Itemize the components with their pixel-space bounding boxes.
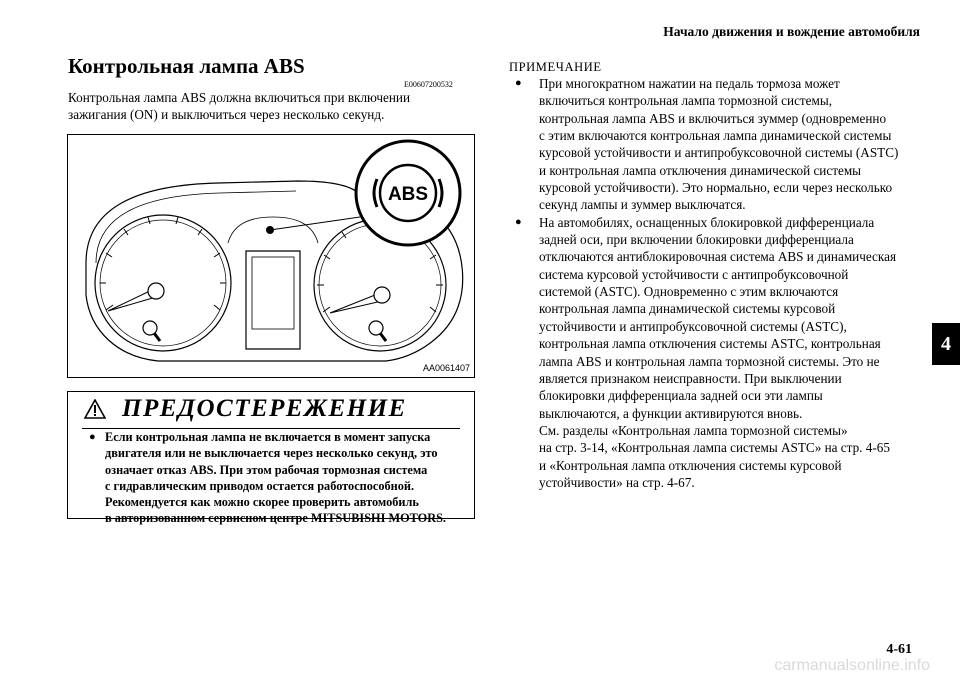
intro-line: Контрольная лампа ABS должна включиться при включении — [68, 90, 411, 105]
intro-line: зажигания (ON) и выключиться через несколько секунд. — [68, 107, 385, 122]
warning-line: Если контрольная лампа не включается в момент запуска — [105, 430, 431, 444]
warning-line: означает отказ ABS. При этом рабочая тормозная система — [105, 462, 428, 477]
instrument-cluster-figure — [67, 134, 475, 378]
chapter-tab: 4 — [932, 323, 960, 365]
note-line: системой (ASTC). Одновременно с этим включаются — [539, 284, 839, 300]
note-line: система курсовой устойчивости с антипробуксовочной — [539, 266, 849, 282]
warning-triangle-icon — [84, 399, 106, 419]
note-heading: ПРИМЕЧАНИЕ — [509, 60, 602, 74]
note-line: устойчивости» на стр. 4-67. — [539, 474, 695, 490]
note-line: курсовой устойчивости). Это нормально, если через несколько — [539, 180, 893, 196]
note-line: контрольная лампа динамической системы курсовой — [539, 301, 836, 317]
note-item — [515, 214, 927, 492]
note-line: См. разделы «Контрольная лампа тормозной системы» — [539, 422, 848, 438]
abs-callout-label: ABS — [387, 184, 429, 205]
watermark: carmanualsonline.info — [774, 657, 930, 674]
note-line: При многократном нажатии на педаль тормоза может — [539, 76, 840, 91]
warning-line: в авторизованном сервисном центре MITSUBISHI MOTORS. — [105, 511, 446, 526]
warning-title: ПРЕДОСТЕРЕЖЕНИЕ — [122, 395, 407, 422]
figure-code: AA0061407 — [422, 363, 470, 373]
note-line: включиться контрольная лампа тормозной системы, — [539, 93, 833, 109]
warning-line: двигателя или не выключается через несколько секунд, это — [105, 446, 438, 461]
note-line: На автомобилях, оснащенных блокировкой дифференциала — [539, 214, 875, 230]
warning-header — [84, 395, 407, 423]
warning-line: с гидравлическим приводом остается работоспособной. — [105, 478, 415, 493]
note-line: и контрольная лампа отключения динамической системы — [539, 162, 862, 178]
note-line: курсовой устойчивости и антипробуксовочной системы (ASTC) — [539, 145, 899, 161]
bullet-icon: ● — [515, 77, 522, 89]
note-line: устойчивости и антипробуксовочной системы (ASTC), — [539, 318, 847, 334]
running-header: Начало движения и вождение автомобиля — [663, 24, 920, 39]
section-code: E00607200532 — [404, 80, 453, 89]
note-line: секунд лампы и зуммер выключатся. — [539, 197, 746, 213]
note-line: контрольная лампа отключения системы ASTC, контрольная — [539, 336, 881, 352]
note-line: выключаются, а функции активируются вновь. — [539, 405, 803, 421]
note-line: и «Контрольная лампа отключения системы курсовой — [539, 457, 842, 473]
bullet-icon: ● — [89, 431, 96, 443]
warning-line: Рекомендуется как можно скорее проверить автомобиль — [105, 495, 419, 510]
section-title: Контрольная лампа ABS — [68, 54, 305, 78]
note-line: лампа ABS и контрольная лампа тормозной системы. Это не — [539, 353, 880, 369]
instrument-cluster-illustration — [68, 135, 474, 377]
note-line: блокировки дифференциала задней оси эти лампы — [539, 388, 823, 404]
note-line: на стр. 3-14, «Контрольная лампа системы ASTC» на стр. 4-65 — [539, 440, 890, 456]
page-number: 4-61 — [886, 642, 912, 657]
intro-paragraph — [68, 89, 478, 123]
note-line: задней оси, при включении блокировки дифференциала — [539, 232, 854, 248]
warning-box — [67, 391, 475, 526]
note-line: с этим включаются контрольная лампа динамической системы — [539, 128, 892, 144]
note-line: контрольная лампа ABS и включиться зуммер (одновременно — [539, 110, 887, 126]
note-body — [515, 75, 927, 491]
warning-item — [89, 429, 469, 527]
note-line: является признаком неисправности. При выключении — [539, 370, 842, 386]
note-item — [515, 75, 927, 214]
bullet-icon: ● — [515, 215, 522, 228]
note-line: отключаются антиблокировочная система ABS и динамическая — [539, 249, 897, 265]
